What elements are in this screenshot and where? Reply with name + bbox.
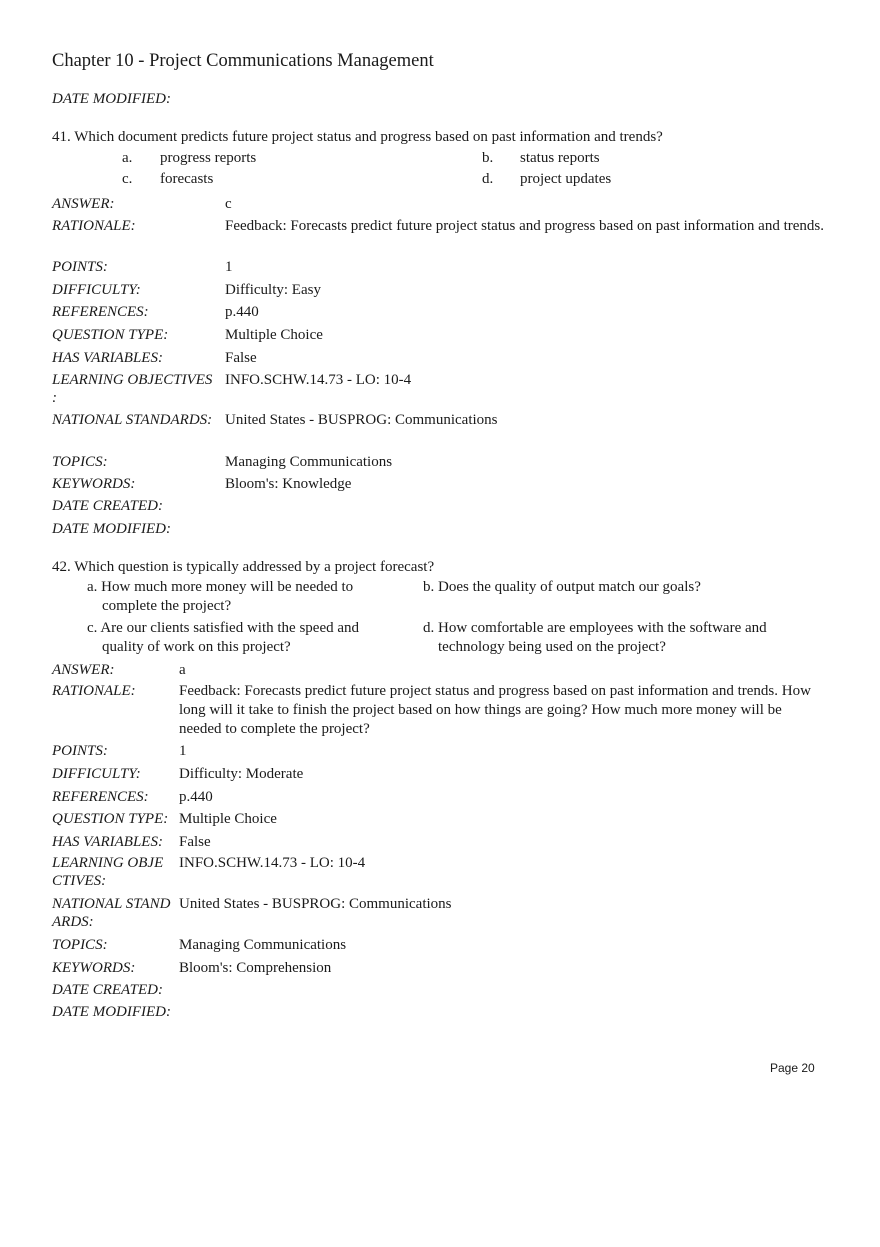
top-date-modified-label: DATE MODIFIED: (52, 91, 171, 107)
q42-rationale-label: RATIONALE: (52, 683, 136, 699)
q42-references-value: p.440 (179, 789, 213, 805)
q42-option-a: a. How much more money will be needed to complete the project? (87, 579, 354, 614)
q42-learning-objectives-label: LEARNING OBJE CTIVES: (52, 855, 164, 889)
q42-difficulty-value: Difficulty: Moderate (179, 766, 304, 782)
q41-answer-label: ANSWER: (52, 196, 115, 212)
q42-answer-value: a (179, 662, 186, 678)
q42-has-variables-label: HAS VARIABLES: (52, 834, 163, 850)
q42-national-standards-label: NATIONAL STAND ARDS: (52, 896, 171, 930)
page-number: Page 20 (770, 1061, 815, 1075)
q41-question-type-value: Multiple Choice (225, 327, 323, 343)
q41-rationale-label: RATIONALE: (52, 218, 136, 234)
q41-points-label: POINTS: (52, 259, 108, 275)
q41-option-a-letter: a. (122, 150, 133, 166)
q41-keywords-label: KEYWORDS: (52, 476, 136, 492)
q41-answer-value: c (225, 196, 232, 212)
q41-date-created-label: DATE CREATED: (52, 498, 163, 514)
q42-date-modified-label: DATE MODIFIED: (52, 1004, 171, 1020)
q42-points-value: 1 (179, 743, 187, 759)
q41-option-b-letter: b. (482, 150, 494, 166)
page-title: Chapter 10 - Project Communications Management (52, 51, 434, 71)
q42-question-type-label: QUESTION TYPE: (52, 811, 169, 827)
q41-rationale-value: Feedback: Forecasts predict future project status and progress based on past information and trends. (225, 218, 824, 234)
q42-stem: 42. Which question is typically addressed by a project forecast? (52, 559, 435, 575)
q41-option-d-letter: d. (482, 171, 494, 187)
q41-keywords-value: Bloom's: Knowledge (225, 476, 352, 492)
q42-keywords-label: KEYWORDS: (52, 960, 136, 976)
q41-option-c-letter: c. (122, 171, 133, 187)
q42-points-label: POINTS: (52, 743, 108, 759)
q42-question-type-value: Multiple Choice (179, 811, 277, 827)
q42-topics-value: Managing Communications (179, 937, 347, 953)
q41-option-c-text: forecasts (160, 171, 214, 187)
q42-keywords-value: Bloom's: Comprehension (179, 960, 332, 976)
q41-has-variables-label: HAS VARIABLES: (52, 350, 163, 366)
q41-references-value: p.440 (225, 304, 259, 320)
q41-stem: 41. Which document predicts future project status and progress based on past information and trends? (52, 129, 663, 145)
q42-date-created-label: DATE CREATED: (52, 982, 163, 998)
q42-rationale-value: Feedback: Forecasts predict future project status and progress based on past information and trends. How long will it take to finish the project based on how things are going? How much more money will be needed to complete the project? (179, 683, 811, 737)
q41-date-modified-label: DATE MODIFIED: (52, 521, 171, 537)
q41-learning-objectives-value: INFO.SCHW.14.73 - LO: 10-4 (225, 372, 412, 388)
q42-topics-label: TOPICS: (52, 937, 108, 953)
q42-references-label: REFERENCES: (52, 789, 149, 805)
q41-difficulty-label: DIFFICULTY: (52, 282, 141, 298)
q42-option-b: b. Does the quality of output match our goals? (423, 579, 701, 595)
q42-option-c: c. Are our clients satisfied with the speed and quality of work on this project? (87, 620, 360, 655)
q41-difficulty-value: Difficulty: Easy (225, 282, 321, 298)
q41-topics-label: TOPICS: (52, 454, 108, 470)
q41-points-value: 1 (225, 259, 233, 275)
q41-question-type-label: QUESTION TYPE: (52, 327, 169, 343)
q41-topics-value: Managing Communications (225, 454, 393, 470)
q42-difficulty-label: DIFFICULTY: (52, 766, 141, 782)
q41-learning-objectives-label: LEARNING OBJECTIVES : (52, 372, 213, 406)
q42-national-standards-value: United States - BUSPROG: Communications (179, 896, 452, 912)
q42-has-variables-value: False (179, 834, 211, 850)
q41-option-d-text: project updates (520, 171, 612, 187)
q41-national-standards-value: United States - BUSPROG: Communications (225, 412, 498, 428)
q42-answer-label: ANSWER: (52, 662, 115, 678)
q41-references-label: REFERENCES: (52, 304, 149, 320)
q42-learning-objectives-value: INFO.SCHW.14.73 - LO: 10-4 (179, 855, 366, 871)
q41-option-a-text: progress reports (160, 150, 257, 166)
q41-option-b-text: status reports (520, 150, 600, 166)
q41-national-standards-label: NATIONAL STANDARDS: (52, 412, 213, 428)
q41-has-variables-value: False (225, 350, 257, 366)
q42-option-d: d. How comfortable are employees with the software and technology being used on the project? (423, 620, 767, 655)
